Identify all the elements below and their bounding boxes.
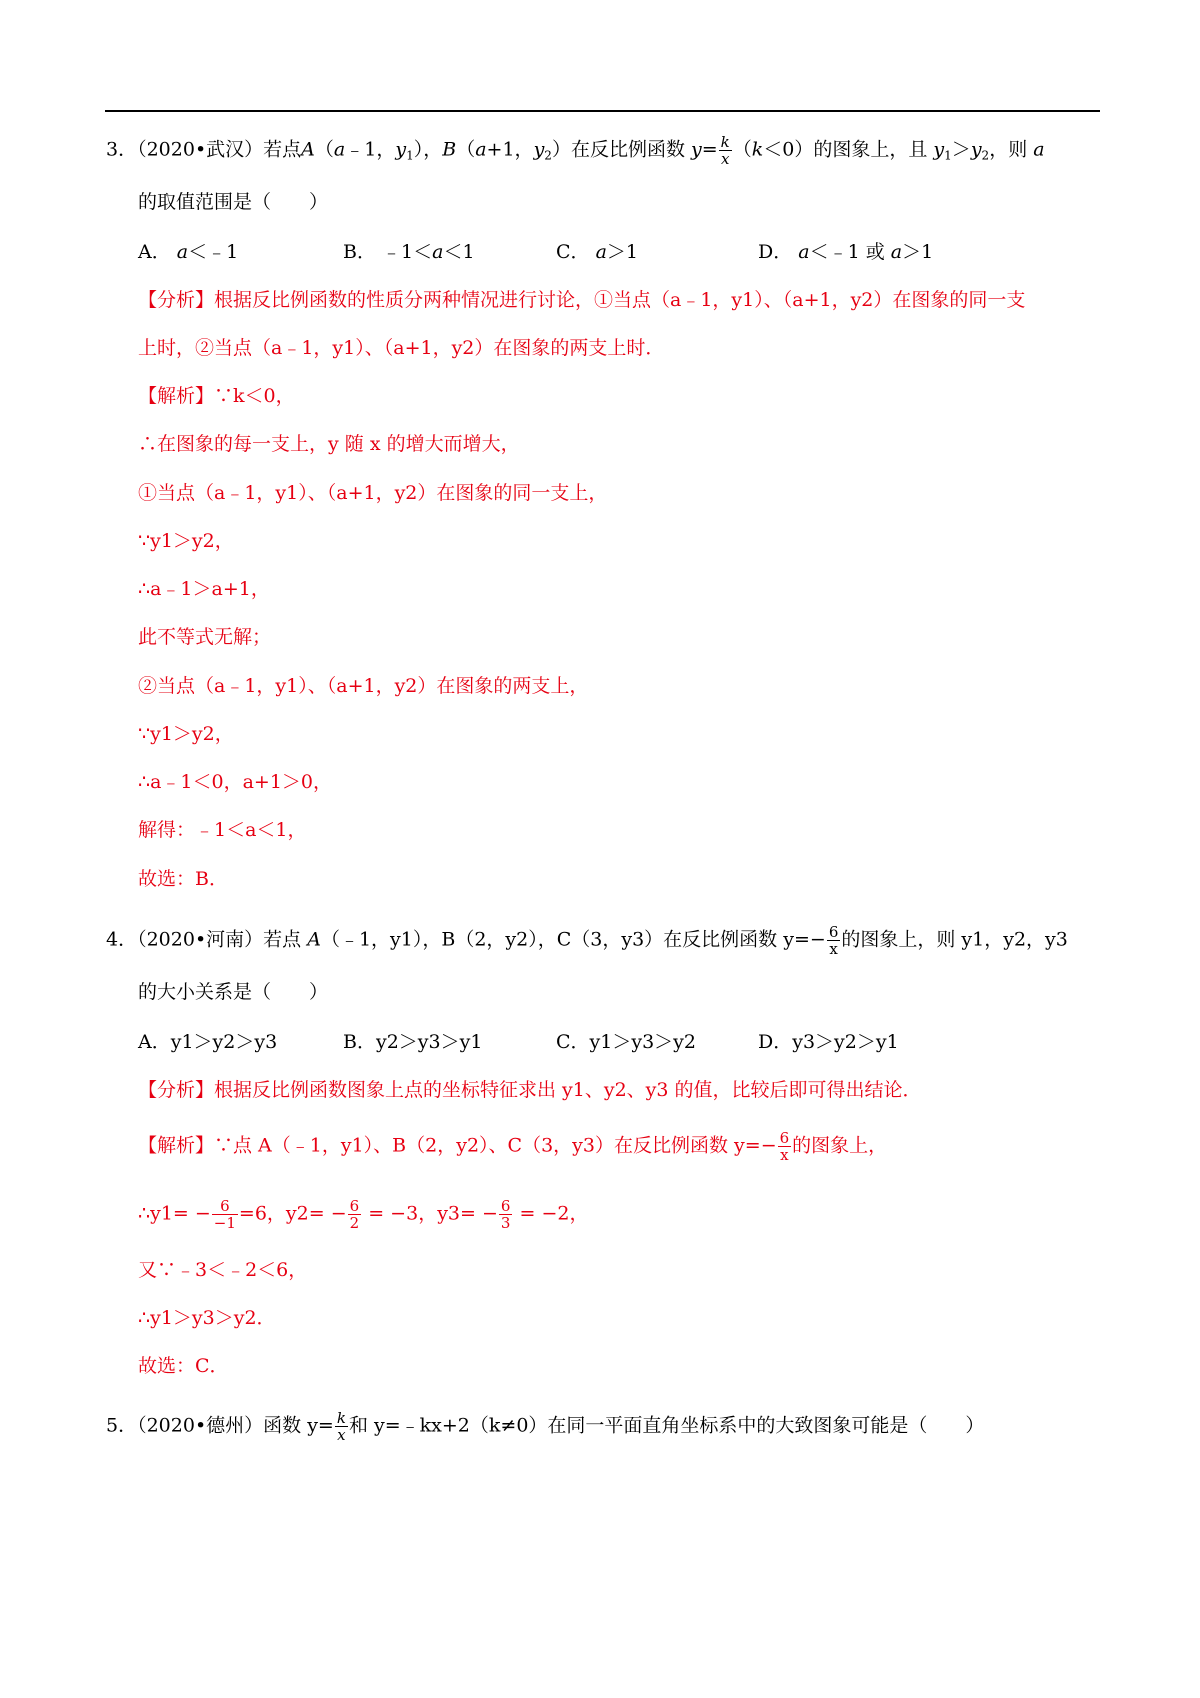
q4-stem-line2: 的大小关系是（ ）: [138, 981, 329, 1003]
fraction-6-over-3: $\frac{6}{3}$: [500, 1197, 511, 1232]
q3-option-a[interactable]: A． a＜﹣1: [138, 241, 239, 263]
q4-solution-line: 又∵﹣3＜﹣2＜6，: [138, 1259, 308, 1281]
q3-answer: 故选：B．: [138, 868, 228, 890]
q4-solution-line: 【解析】∵点 A（﹣1，y1）、B（2，y2）、C（3，y3）在反比例函数 y=− $\frac{6}{x}$ 的图象上，: [138, 1129, 888, 1164]
q4-solution-line: ∴y1＞y3＞y2．: [138, 1307, 276, 1329]
q4-option-b[interactable]: B．y2＞y3＞y1: [343, 1031, 483, 1053]
q3-solution-line: ∵y1＞y2，: [138, 723, 234, 745]
q4-answer: 故选：C．: [138, 1355, 229, 1377]
q4-option-a[interactable]: A．y1＞y2＞y3: [138, 1031, 278, 1053]
q4-solution-line: ∴y1= − $\frac{6}{-1}$ =6，y2= − $\frac{6}{2}$ = −3，y3= − $\frac{6}{3}$ = −2，: [138, 1197, 589, 1232]
q3-solution-line: ∵y1＞y2，: [138, 530, 234, 552]
fraction-k-over-x: $\frac{k}{x}$: [336, 1409, 346, 1444]
q3-solution-line: ∴a﹣1＞a+1，: [138, 578, 270, 600]
q3-option-b[interactable]: B． ﹣1＜a＜1: [343, 241, 475, 263]
q3-option-c[interactable]: C． a＞1: [556, 241, 639, 263]
q3-solution-line: ①当点（a﹣1，y1）、（a+1，y2）在图象的同一支上，: [138, 482, 608, 504]
top-rule: [105, 110, 1100, 112]
q5-stem: 5．（2020•德州）函数 y= $\frac{k}{x}$ 和 y=﹣kx+2（k≠0）在同一平面直角坐标系中的大致图象可能是（ ）: [106, 1409, 985, 1444]
q3-option-d[interactable]: D． a＜﹣1 或 a＞1: [758, 241, 934, 263]
fraction-6-over-2: $\frac{6}{2}$: [349, 1197, 360, 1232]
q3-stem-line2: 的取值范围是（ ）: [138, 191, 329, 213]
q3-solution-line: ∴在图象的每一支上，y 随 x 的增大而增大，: [138, 433, 520, 455]
q4-option-c[interactable]: C．y1＞y3＞y2: [556, 1031, 697, 1053]
q3-analysis-line2: 上时，②当点（a﹣1，y1）、（a+1，y2）在图象的两支上时．: [138, 337, 665, 359]
q3-solution-line: 此不等式无解；: [138, 626, 272, 648]
fraction-6-over-x: $\frac{6}{x}$: [828, 923, 839, 958]
q3-stem-line1: 3．（2020•武汉）若点A（a﹣1，$y_1$），B（a+1，$y_2$）在反比例函数 y= $\frac{k}{x}$ （k＜0）的图象上，且 $y_1>y_2$，则 a: [106, 133, 1045, 168]
q3-analysis-line1: 【分析】根据反比例函数的性质分两种情况进行讨论，①当点（a﹣1，y1）、（a+1，y2）在图象的同一支: [138, 289, 1026, 311]
fraction-6-over-x: $\frac{6}{x}$: [779, 1129, 790, 1164]
q3-solution-line: ②当点（a﹣1，y1）、（a+1，y2）在图象的两支上，: [138, 675, 589, 697]
q3-solution-line: 【解析】∵k＜0，: [138, 385, 295, 407]
fraction-k-over-x: $\frac{k}{x}$: [720, 133, 730, 168]
q4-stem-line1: 4．（2020•河南）若点 A（﹣1，y1），B（2，y2），C（3，y3）在反比例函数 y=− $\frac{6}{x}$ 的图象上，则 y1，y2，y3: [106, 923, 1068, 958]
q4-analysis: 【分析】根据反比例函数图象上点的坐标特征求出 y1、y2、y3 的值，比较后即可得出结论．: [138, 1079, 922, 1101]
q3-solution-line: ∴a﹣1＜0，a+1＞0，: [138, 771, 333, 793]
fraction-6-over-neg1: $\frac{6}{-1}$: [213, 1197, 236, 1232]
q4-option-d[interactable]: D．y3＞y2＞y1: [758, 1031, 899, 1053]
q3-solution-line: 解得：﹣1＜a＜1，: [138, 819, 307, 841]
